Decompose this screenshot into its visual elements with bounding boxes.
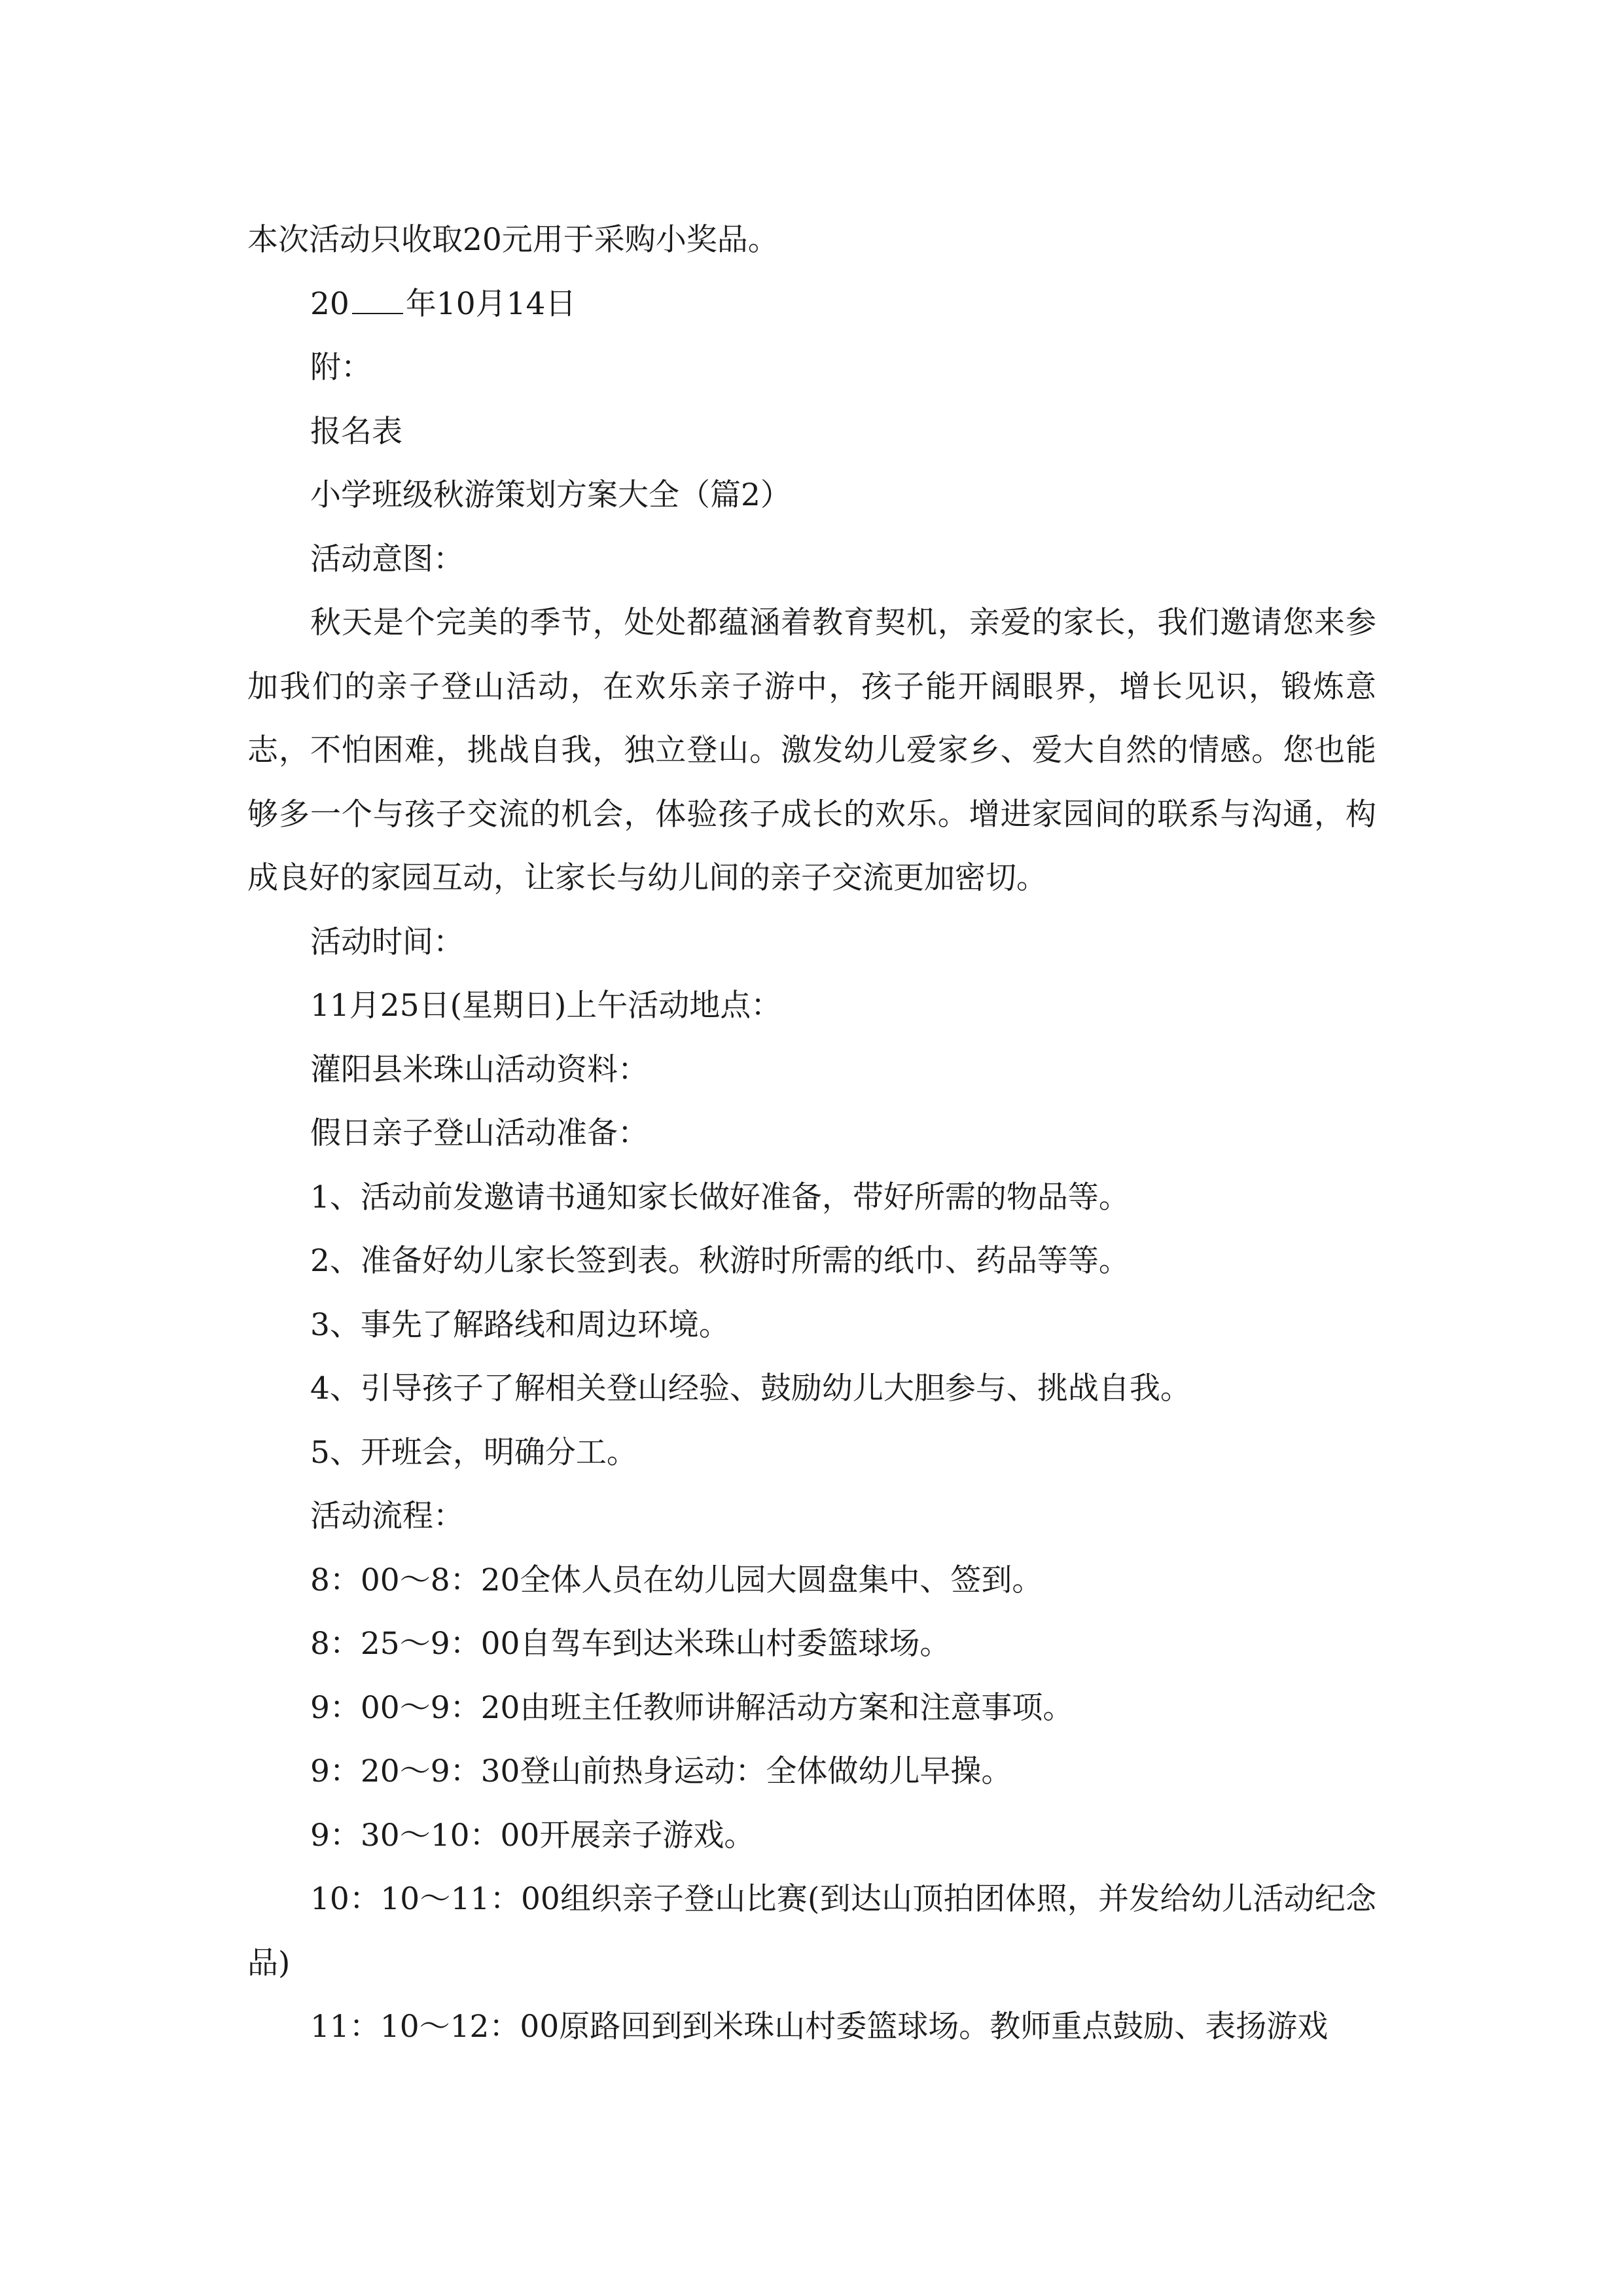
paragraph-activity-intent: 秋天是个完美的季节，处处都蕴涵着教育契机，亲爱的家长，我们邀请您来参加我们的亲子登山活动，在欢乐亲子游中，孩子能开阔眼界，增长见识，锻炼意志，不怕困难，挑战自我，独立登山。激发幼儿爱家乡、爱大自然的情感。您也能够多一个与孩子交流的机会，体验孩子成长的欢乐。增进家园间的联系与沟通，构成良好的家园互动，让家长与幼儿间的亲子交流更加密切。 <box>247 605 1376 896</box>
date-prefix: 20 <box>310 285 349 322</box>
list-item-flow-3: 9：00～9：20由班主任教师讲解活动方案和注意事项。 <box>310 1689 1074 1726</box>
list-item-preparation-5: 5、开班会，明确分工。 <box>310 1434 637 1471</box>
date-suffix: 年10月14日 <box>405 285 577 322</box>
section-title-part-2: 小学班级秋游策划方案大全（篇2） <box>310 477 791 513</box>
paragraph-activity-time: 11月25日(星期日)上午活动地点： <box>310 988 782 1024</box>
paragraph-attachment: 附： <box>310 350 372 386</box>
paragraph-activity-place: 灌阳县米珠山活动资料： <box>310 1051 649 1088</box>
date-blank-line <box>352 287 403 314</box>
list-item-flow-2: 8：25～9：00自驾车到达米珠山村委篮球场。 <box>310 1626 951 1662</box>
paragraph-fee: 本次活动只收取20元用于采购小奖品。 <box>247 222 779 258</box>
heading-preparation: 假日亲子登山活动准备： <box>310 1115 649 1151</box>
list-item-preparation-1: 1、活动前发邀请书通知家长做好准备，带好所需的物品等。 <box>310 1179 1130 1215</box>
heading-activity-intent: 活动意图： <box>310 541 464 577</box>
list-item-flow-1: 8：00～8：20全体人员在幼儿园大圆盘集中、签到。 <box>310 1562 1043 1598</box>
list-item-flow-6: 10：10～11：00组织亲子登山比赛(到达山顶拍团体照，并发给幼儿活动纪念品) <box>247 1881 1376 1981</box>
heading-activity-flow: 活动流程： <box>310 1498 464 1534</box>
list-item-flow-5: 9：30～10：00开展亲子游戏。 <box>310 1817 755 1854</box>
paragraph-registration-form: 报名表 <box>310 413 402 450</box>
list-item-preparation-3: 3、事先了解路线和周边环境。 <box>310 1306 730 1343</box>
list-item-flow-7: 11：10～12：00原路回到到米珠山村委篮球场。教师重点鼓励、表扬游戏 <box>310 2009 1329 2045</box>
heading-activity-time: 活动时间： <box>310 924 464 960</box>
document-body <box>247 208 1376 2059</box>
list-item-preparation-2: 2、准备好幼儿家长签到表。秋游时所需的纸巾、药品等等。 <box>310 1243 1130 1279</box>
list-item-flow-4: 9：20～9：30登山前热身运动：全体做幼儿早操。 <box>310 1753 1012 1789</box>
list-item-preparation-4: 4、引导孩子了解相关登山经验、鼓励幼儿大胆参与、挑战自我。 <box>310 1371 1191 1407</box>
paragraph-date <box>247 272 1376 336</box>
